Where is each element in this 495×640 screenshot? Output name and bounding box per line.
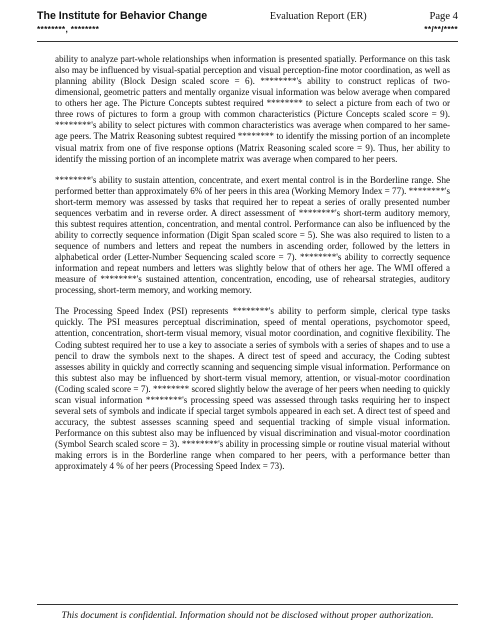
paragraph-perceptual-reasoning: ability to analyze part-whole relationships when information is presented spatially. Performance on this task also may be influenced by visual-spatial perception and visual perception-fine motor coordination, as well as planning ability (Block Design scaled score = 6). ********'s ability to construct replicas of two-dimensional, geometric patters and mentally organize visual information was below average when compared to others her age. The Picture Concepts subtest required ******** to select a picture from each of two or three rows of pictures to form a group with common characteristics (Picture Concepts scaled score = 9). ********'s ability to select pictures with common characteristics was average when compared to her same-age peers. The Matrix Reasoning subtest required ******** to identify the missing portion of an incomplete visual matrix from one of five response options (Matrix Reasoning scaled score = 9). Thus, her ability to identify the missing portion of an incomplete matrix was average when compared to her peers. (55, 54, 450, 164)
report-title: Evaluation Report (ER) (269, 11, 367, 22)
report-body (55, 54, 450, 482)
header-row-top (37, 10, 458, 22)
paragraph-working-memory: ********'s ability to sustain attention, concentrate, and exert mental control is in the Borderline range. She performed better than approximately 6% of her peers in this area (Working Memory Index = 77). ********'s short-term memory was assessed by tasks that required her to repeat a series of orally presented number sequences verbatim and in reverse order. A direct assessment of ********'s short-term auditory memory, this subtest requires attention, concentration, and mental control. Performance can also be influenced by the ability to correctly sequence information (Digit Span scaled score = 5). She was also required to listen to a sequence of numbers and letters and repeat the numbers in ascending order, followed by the letters in alphabetical order (Letter-Number Sequencing scaled score = 7). ********'s ability to correctly sequence information and repeat numbers and letters was slightly below that of others her age. The WMI offered a measure of ********'s sustained attention, concentration, encoding, use of rehearsal strategies, auditory processing, short-term memory, and working memory. (55, 174, 450, 296)
paragraph-processing-speed: The Processing Speed Index (PSI) represents ********'s ability to perform simple, clerical type tasks quickly. The PSI measures perceptual discrimination, speed of mental operations, psychomotor speed, attention, concentration, short-term visual memory, visual motor coordination, and cognitive flexibility. The Coding subtest required her to use a key to associate a series of symbols with a series of shapes and to use a pencil to draw the symbols next to the shapes. A direct test of speed and accuracy, the Coding subtest assesses ability in quickly and correctly scanning and sequencing simple visual information. Performance on this subtest also may be influenced by short-term visual memory, attention, or visual-motor coordination (Coding scaled score = 7). ******** scored slightly below the average of her peers when needing to quickly scan visual information ********'s processing speed was assessed through tasks requiring her to inspect several sets of symbols and indicate if special target symbols appeared in each set. A direct test of speed and accuracy, the subtest assesses scanning speed and sequential tracking of simple visual information. Performance on this subtest also may be influenced by visual discrimination and visual-motor coordination (Symbol Search scaled score = 3). ********'s ability in processing simple or routine visual material without making errors is in the Borderline range when compared to her peers, with a performance better than approximately 4 % of her peers (Processing Speed Index = 73). (55, 306, 450, 472)
footer-divider (37, 604, 458, 605)
page-number: Page 4 (429, 11, 458, 22)
client-name: ********, ******** (37, 24, 100, 34)
page-header (37, 10, 458, 34)
confidentiality-notice: This document is confidential. Information should not be disclosed without proper authorization. (61, 610, 434, 621)
header-divider (37, 41, 458, 42)
organization-name: The Institute for Behavior Change (37, 10, 208, 22)
report-date: **/**/**** (424, 24, 458, 34)
header-row-bottom (37, 24, 458, 34)
